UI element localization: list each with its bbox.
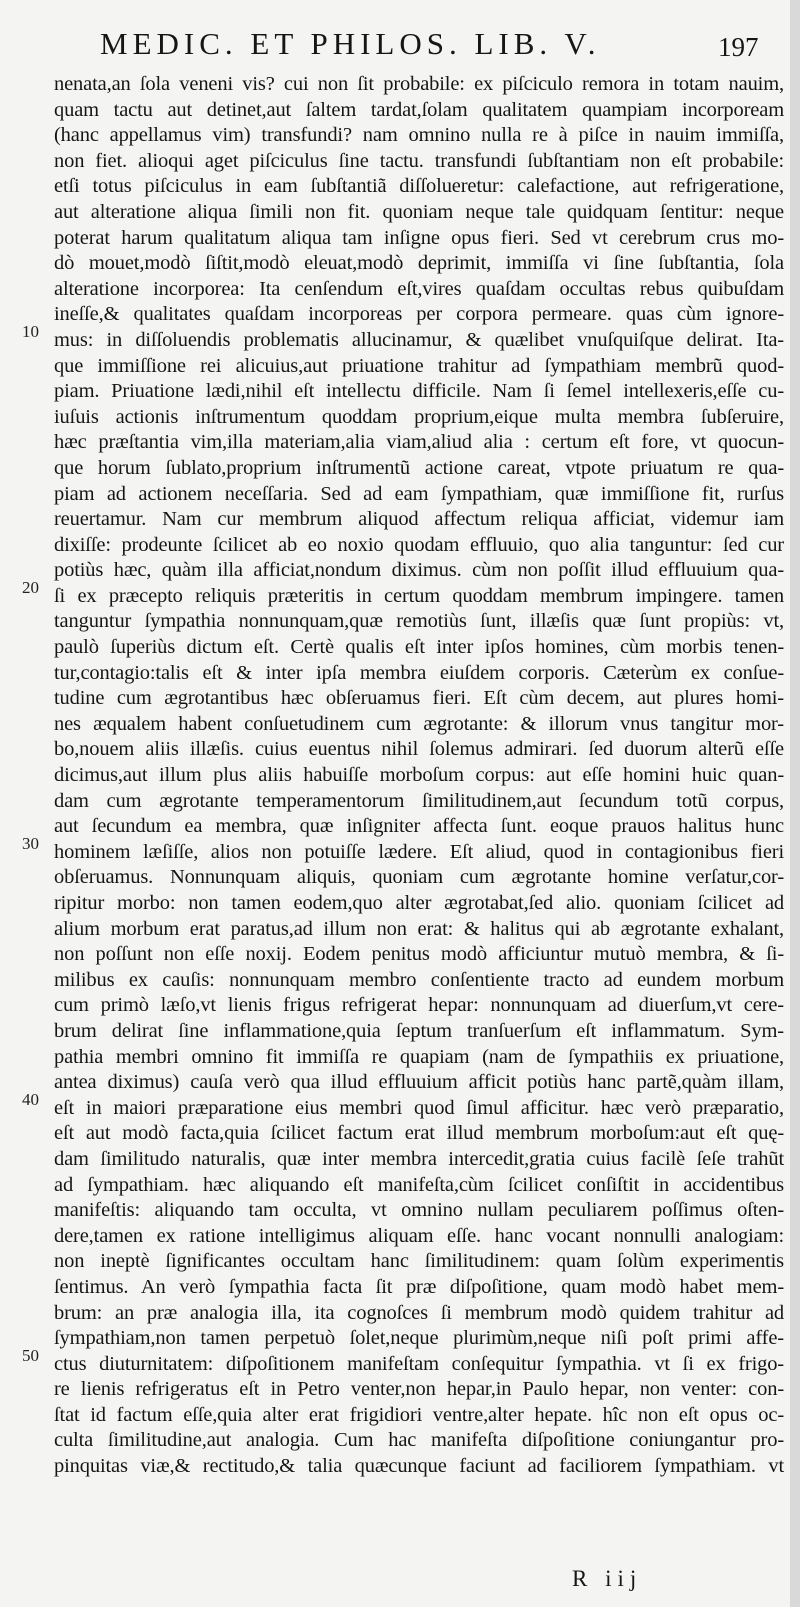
text-line: non fiet. alioqui aget piſciculus ſine tactu. transfundi ſubſtantiam non eſt probabile: (54, 149, 784, 172)
text-line: ſympathiam,non tamen perpetuò ſolet,neque plurimùm,neque niſi poſt primi affe- (54, 1327, 784, 1350)
text-line: etſi totus piſciculus in eam ſubſtantiã diſſolueretur: calefactione, aut refrigeratione, (54, 175, 784, 198)
text-line: (hanc appellamus vim) transfundi? nam omnino nulla re à piſce in nauim immiſſa, (54, 124, 784, 147)
text-line: tur,contagio:talis eſt & inter ipſa membra eiuſdem corporis. Cæterùm ex conſue- (54, 661, 784, 684)
margin-line-number: 20 (22, 578, 39, 597)
text-line: hæc præſtantia vim,illa materiam,alia viam,aliud alia : certum eſt fore, vt quocun- (54, 431, 784, 454)
text-line: reuertamur. Nam cur membrum aliquod affectum reliqua afficiat, videmur iam (54, 508, 784, 531)
margin-line-number: 40 (22, 1090, 39, 1109)
signature-mark: R iij (572, 1566, 643, 1591)
text-line: nenata,an ſola veneni vis? cui non ſit probabile: ex piſciculo remora in totam nauim, (54, 73, 784, 95)
text-line: ripitur morbo: non tamen eodem,quo alter ægrotabat,ſed alio. quoniam ſcilicet ad (54, 892, 784, 914)
text-line: dere,tamen ex ratione intelligimus aliquam eſſe. hanc vocant nonnulli analogiam: (54, 1224, 784, 1247)
text-line: paulò ſuperiùs dictum eſt. Certè qualis eſt inter ipſos homines, cùm morbis tenen- (54, 636, 784, 659)
text-line: dam cum ægrotante temperamentorum ſimilitudinem,aut ſecundum totũ corpus, (54, 789, 784, 812)
text-line: obſeruamus. Nonnunquam aliquis, quoniam cum ægrotante homine verſatur,cor- (54, 866, 784, 889)
text-line: dam ſimilitudo naturalis, quæ inter membra intercedit,gratia cuius facilè ſeſe trahũt (54, 1147, 784, 1170)
text-line: nes æqualem habent conſuetudinem cum ægrotante: & illorum vnus tangitur mor- (54, 712, 784, 735)
text-line: que horum ſublato,proprium inſtrumentũ actione careat, vtpote priuatum re qua- (54, 456, 784, 479)
text-line: hominem læſiſſe, alios non potuiſſe lædere. Eſt aliud, quod in contagionibus fieri (54, 840, 784, 863)
text-line: quam tactu aut detinet,aut ſaltem tardat,ſolam qualitatem quampiam incorpoream (54, 98, 784, 121)
text-line: ineſſe,& qualitates quaſdam incorporeas per corpora permeare. quas cùm ignore- (54, 303, 784, 326)
text-line: ſtat id factum eſſe,quia alter erat frigidiori ventre,alter hepate. hîc non eſt opus oc- (54, 1403, 784, 1426)
text-line: eſt in maiori præparatione eius membri quod ſimul afficitur. hæc verò præparatio, (54, 1096, 784, 1119)
text-line: pinquitas viæ,& rectitudo,& talia quæcunque faciunt ad faciliorem ſympathiam. vt (54, 1455, 784, 1478)
text-column (54, 72, 784, 1505)
text-line: manifeſtis: aliquando tam occulta, vt omnino nullam peculiarem poſſimus oſten- (54, 1199, 784, 1222)
text-line: dicimus,aut illum plus aliis habuiſſe morboſum corpus: aut eſſe homini huic quan- (54, 764, 784, 787)
text-line: tudine cum ægrotantibus hæc obſeruamus fieri. Eſt cùm decem, aut plures homi- (54, 687, 784, 710)
text-line: brum: an præ analogia illa, ita cognoſces ſi membrum modò quidem trahitur ad (54, 1301, 784, 1324)
text-line: poterat harum qualitatum aliqua tam inſigne opus fieri. Sed vt cerebrum crus mo- (54, 226, 784, 249)
text-line: bo,nouem aliis illæſis. cuius euentus nihil ſolemus admirari. ſed duorum alterũ eſſe (54, 738, 784, 761)
text-line: cum primò læſo,vt lienis frigus refrigerat hepar: nonnunquam ad diuerſum,vt cere- (54, 994, 784, 1017)
text-line: piam ad actionem neceſſaria. Sed ad eam ſympathiam, quæ immiſſione fit, rurſus (54, 482, 784, 505)
text-line: culta ſimilitudine,aut analogia. Cum hac manifeſta diſpoſitione coniungantur pro- (54, 1429, 784, 1452)
text-line: alium morbum erat paratus,ad illum non erat: & halitus qui ab ægrotante exhalant, (54, 917, 784, 940)
text-line: dixiſſe: prodeunte ſcilicet ab eo noxio quodam effluuio, quo alia tanguntur: ſed cur (54, 533, 784, 556)
running-title: MEDIC. ET PHILOS. LIB. V. (100, 26, 601, 61)
text-line: pathia membri omnino fit immiſſa re quapiam (nam de ſympathiis ex priuatione, (54, 1045, 784, 1068)
page-number: 197 (718, 32, 759, 62)
text-line: non ineptè ſignificantes occultam hanc ſimilitudinem: quam ſolùm experimentis (54, 1250, 784, 1273)
text-line: aut ſecundum ea membra, quæ inſigniter affecta ſunt. eoque prauos halitus hunc (54, 815, 784, 838)
text-line: alteratione incorporea: Ita cenſendum eſt,vires quaſdam occultas rebus quibuſdam (54, 277, 784, 300)
text-line: mus: in diſſoluendis problematis allucinamur, & quælibet vnuſquiſque delirat. Ita- (54, 328, 784, 351)
text-line: que immiſſione rei alicuius,aut priuatione trahitur ad ſympathiam membrũ quod- (54, 354, 784, 377)
text-line: brum delirat ſine inflammatione,quia ſeptum tranſuerſum eſt inflammatum. Sym- (54, 1019, 784, 1042)
text-line: potiùs hæc, quàm illa afficiat,nondum diximus. cùm non poſſit illud effluuium qua- (54, 559, 784, 582)
margin-line-number: 50 (22, 1346, 39, 1365)
text-line: eſt aut modò facta,quia ſcilicet factum erat illud membrum morboſum:aut eſt quę- (54, 1122, 784, 1145)
text-line (54, 1480, 784, 1506)
text-line: dò mouet,modò ſiſtit,modò eleuat,modò deprimit, immiſſa vi ſine ſubſtantia, ſola (54, 252, 784, 275)
text-line: re lienis refrigeratus eſt in Petro venter,non hepar,in Paulo hepar, non venter: con- (54, 1378, 784, 1401)
text-line: iuſuis actionis inſtrumentum quoddam proprium,eique multa membra ſubſeruire, (54, 405, 784, 428)
text-line: milibus ex cauſis: nonnunquam membro conſentiente tracto ad eundem morbum (54, 968, 784, 991)
text-line: non poſſunt non eſſe noxij. Eodem penitus modò afficiuntur mutuò membra, & ſi- (54, 943, 784, 966)
text-line: antea diximus) cauſa verò qua illud effluuium afficit potiùs hanc partẽ,quàm illam, (54, 1071, 784, 1094)
text-line: ad ſympathiam. hæc aliquando eſt manifeſta,cùm ſcilicet conſiſtit in accidentibus (54, 1173, 784, 1196)
text-line: piam. Priuatione lædi,nihil eſt intellectu difficile. Nam ſi ſemel intellexeris,eſſe cu- (54, 380, 784, 403)
margin-line-number: 30 (22, 834, 39, 853)
text-line: ſi ex præcepto reliquis præteritis in certum quoddam membrum impingere. tamen (54, 584, 784, 607)
text-line: aut alteratione aliqua ſimili non fit. quoniam neque tale quidquam ſentitur: neque (54, 200, 784, 223)
text-line: ctus diuturnitatem: diſpoſitionem manifeſtam conſequitur ſympathia. vt ſi ex frigo- (54, 1352, 784, 1375)
text-line: ſentimus. An verò ſympathia facta ſit præ diſpoſitione, quam modò habet mem- (54, 1275, 784, 1298)
margin-line-number: 10 (22, 322, 39, 341)
text-line: tanguntur ſympathia nonnunquam,quæ remotiùs ſunt, illæſis quæ ſunt propiùs: vt, (54, 610, 784, 633)
